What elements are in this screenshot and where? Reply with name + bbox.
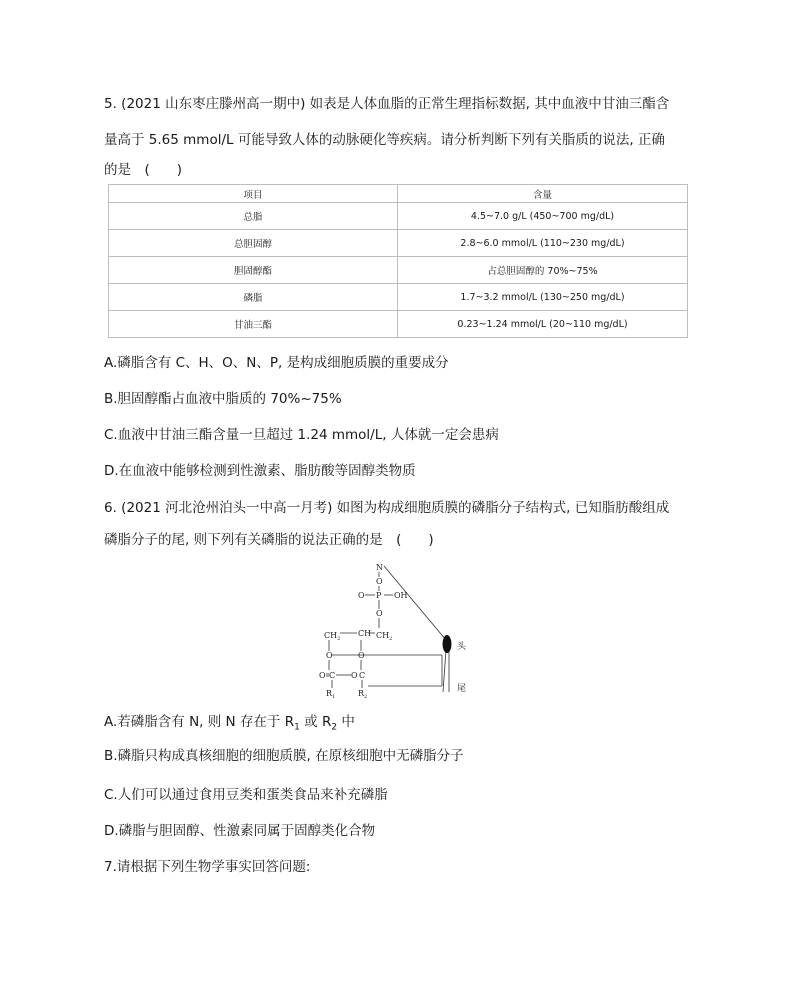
o-label: O (376, 609, 383, 618)
ch2-label: $CH_2$ (376, 631, 393, 642)
table-row (109, 257, 688, 284)
q7-stem-line1: 7.请根据下列生物学事实回答问题: (104, 859, 311, 875)
q6-option-d: D.磷脂与胆固醇、性激素同属于固醇类化合物 (104, 823, 376, 839)
table-cell: 0.23~1.24 mmol/L (20~110 mg/dL) (398, 311, 688, 338)
q6-option-a: A.若磷脂含有 N, 则 N 存在于 $R_1$ 或 $R_2$ 中 (104, 714, 355, 733)
head-label: 头 (457, 642, 467, 652)
tail-label: 尾 (457, 684, 467, 694)
q6-option-c: C.人们可以通过食用豆类和蛋类食品来补充磷脂 (104, 787, 388, 803)
r1-label: $R_1$ (326, 689, 336, 700)
c-label: C (329, 671, 336, 680)
table-cell: 总脂 (109, 203, 398, 230)
table-header: 含量 (398, 185, 688, 203)
q5-stem-line3: 的是 ( ) (104, 162, 183, 178)
table-cell: 甘油三酯 (109, 311, 398, 338)
table-cell: 占总胆固醇的 70%~75% (398, 257, 688, 284)
table-row (109, 203, 688, 230)
phospholipid-head-icon (443, 635, 452, 653)
n-label: N (376, 563, 383, 572)
o-label: O (319, 671, 326, 680)
q5-option-d: D.在血液中能够检测到性激素、脂肪酸等固醇类物质 (104, 463, 416, 479)
c-label: C (359, 671, 366, 680)
q6-stem-line2: 磷脂分子的尾, 则下列有关磷脂的说法正确的是 ( ) (104, 532, 434, 548)
table-cell: 总胆固醇 (109, 230, 398, 257)
q5-stem-line1: 5. (2021 山东枣庄滕州高一期中) 如表是人体血脂的正常生理指标数据, 其中血液中甘油三酯含 (104, 96, 670, 112)
oh-label: OH (394, 591, 408, 600)
table-row (109, 284, 688, 311)
ch2-label: $CH_2$ (324, 631, 341, 642)
phospholipid-structure-diagram (318, 560, 478, 700)
q5-option-b: B.胆固醇酯占血液中脂质的 70%~75% (104, 391, 342, 407)
o-label: O (358, 591, 365, 600)
o-label: O (351, 671, 358, 680)
o-label: O (376, 577, 383, 586)
ch-label: CH (358, 629, 372, 638)
q5-option-a: A.磷脂含有 C、H、O、N、P, 是构成细胞质膜的重要成分 (104, 355, 449, 371)
table-cell: 4.5~7.0 g/L (450~700 mg/dL) (398, 203, 688, 230)
table-cell: 磷脂 (109, 284, 398, 311)
table-header-row (109, 185, 688, 203)
q6-option-b: B.磷脂只构成真核细胞的细胞质膜, 在原核细胞中无磷脂分子 (104, 748, 464, 764)
table-row (109, 230, 688, 257)
o-label: O (326, 651, 333, 660)
p-label: P (376, 591, 382, 600)
o-label: O (358, 651, 365, 660)
table-row (109, 311, 688, 338)
table-cell: 1.7~3.2 mmol/L (130~250 mg/dL) (398, 284, 688, 311)
table-header: 项目 (109, 185, 398, 203)
table-cell: 2.8~6.0 mmol/L (110~230 mg/dL) (398, 230, 688, 257)
q6-stem-line1: 6. (2021 河北沧州泊头一中高一月考) 如图为构成细胞质膜的磷脂分子结构式, 已知脂肪酸组成 (104, 500, 670, 516)
q5-option-c: C.血液中甘油三酯含量一旦超过 1.24 mmol/L, 人体就一定会患病 (104, 427, 499, 443)
r2-label: $R_2$ (358, 689, 368, 700)
blood-lipid-table (108, 184, 688, 338)
q5-stem-line2: 量高于 5.65 mmol/L 可能导致人体的动脉硬化等疾病。请分析判断下列有关脂质的说法, 正确 (104, 132, 665, 148)
table-cell: 胆固醇酯 (109, 257, 398, 284)
